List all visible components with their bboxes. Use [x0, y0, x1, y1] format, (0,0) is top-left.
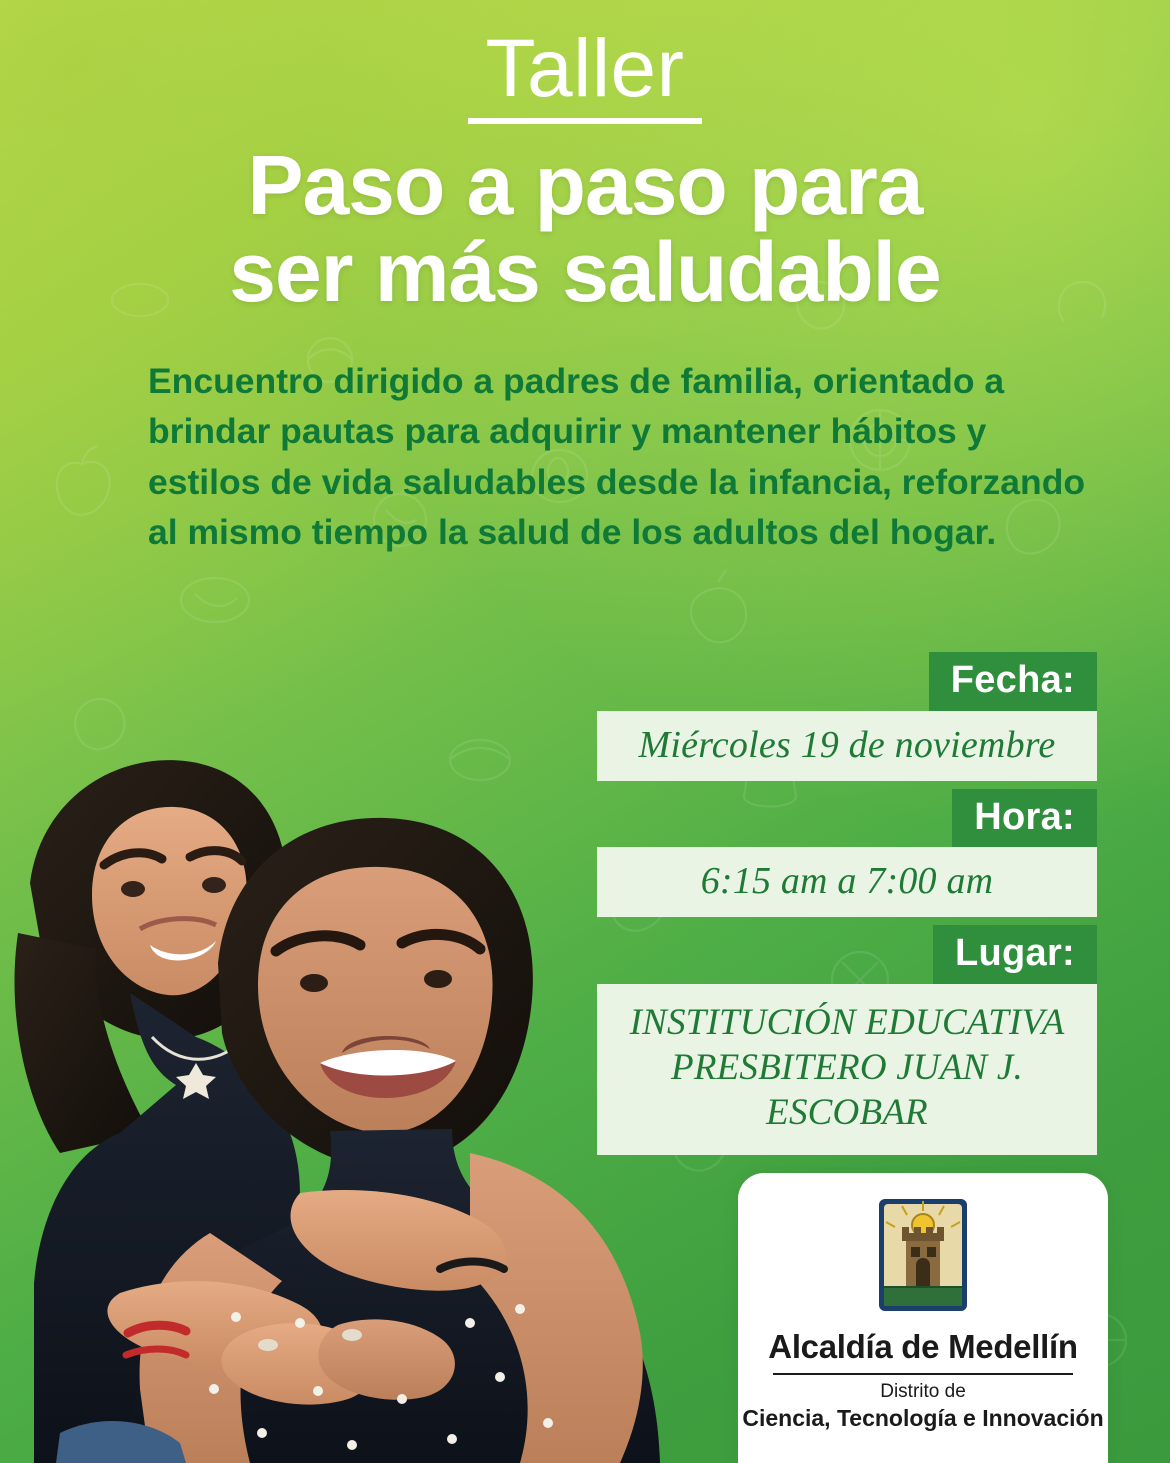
detail-time-label: Hora:	[952, 789, 1097, 848]
detail-place	[597, 925, 1097, 1155]
detail-date-value: Miércoles 19 de noviembre	[597, 711, 1097, 781]
detail-place-label: Lugar:	[933, 925, 1097, 984]
poster-eyebrow-text: Taller	[468, 28, 703, 124]
logo-card	[738, 1173, 1108, 1463]
detail-time	[597, 789, 1097, 918]
poster-eyebrow	[0, 23, 1170, 124]
crest-icon	[738, 1195, 1108, 1324]
photo-mother-and-daughter	[0, 633, 690, 1463]
event-details	[597, 652, 1097, 1155]
logo-divider	[773, 1373, 1073, 1375]
detail-time-value: 6:15 am a 7:00 am	[597, 847, 1097, 917]
detail-date-label: Fecha:	[929, 652, 1097, 711]
logo-subtitle-line1: Distrito de	[880, 1381, 966, 1402]
page-title-line1: Paso a paso para	[247, 138, 923, 232]
page-title-line2: ser más saludable	[229, 224, 941, 319]
page-title	[0, 138, 1170, 319]
logo-title: Alcaldía de Medellín	[768, 1328, 1078, 1365]
detail-place-value: INSTITUCIÓN EDUCATIVA PRESBITERO JUAN J. ESCOBAR	[597, 984, 1097, 1155]
detail-date	[597, 652, 1097, 781]
logo-subtitle-line2: Ciencia, Tecnología e Innovación	[742, 1404, 1104, 1431]
poster-description: Encuentro dirigido a padres de familia, orientado a brindar pautas para adquirir y mantener hábitos y estilos de vida saludables desde la infancia, reforzando al mismo tiempo la salud de los adultos del hogar.	[148, 361, 1086, 553]
